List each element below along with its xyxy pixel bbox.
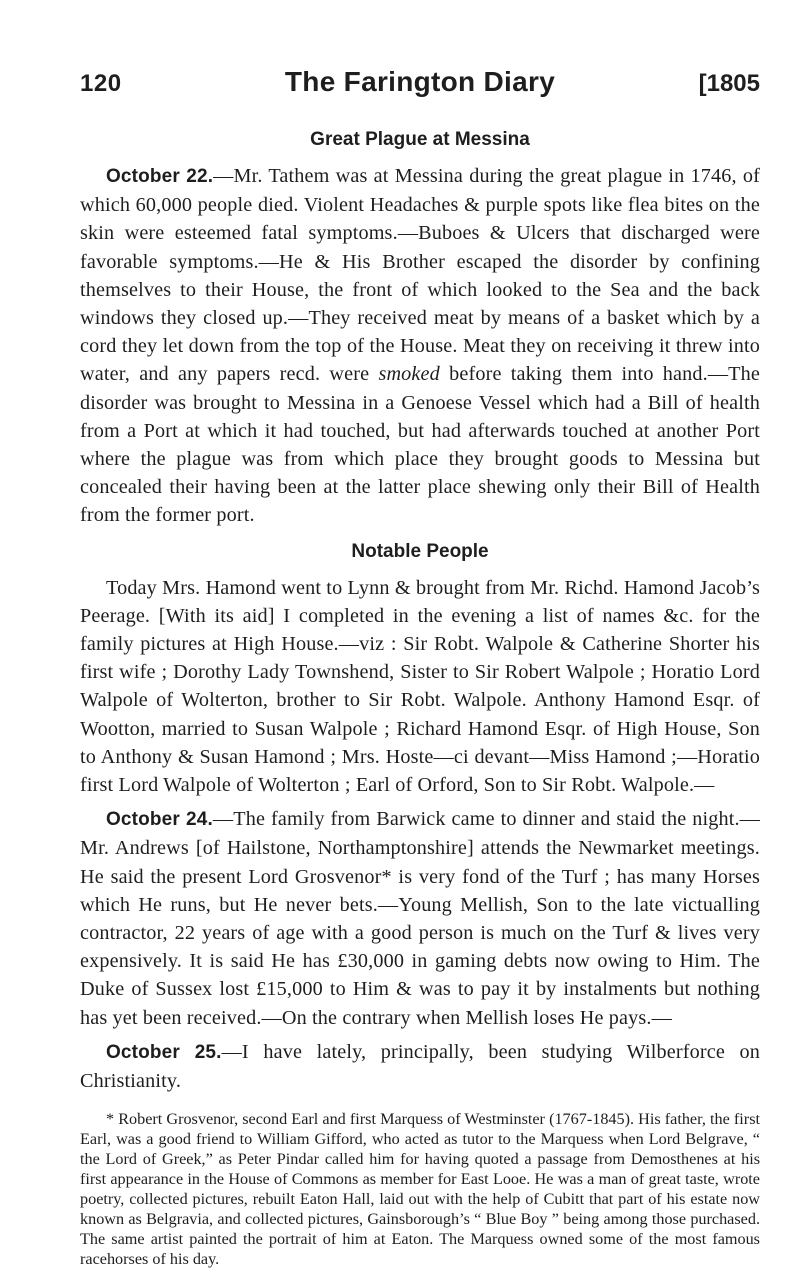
emphasized-word: smoked — [378, 363, 440, 386]
entry-date: October 25. — [106, 1041, 222, 1063]
running-head — [80, 62, 760, 118]
paragraph-october-24 — [80, 805, 760, 1032]
paragraph-text: before taking them into hand.—The disorder was brought to Messina in a Genoese Vessel which had a Bill of health from a Port at which it had touched, but had afterwards touched at another Port where the plague was from which place they brought goods to Messina but concealed their having been at the latter place shewing only their Bill of Health from the former port. — [80, 363, 760, 527]
book-title: The Farington Diary — [284, 66, 556, 97]
paragraph-october-22 — [80, 162, 760, 530]
paragraph-notable-people — [80, 574, 760, 800]
paragraph-text: —Mr. Tathem was at Messina during the great plague in 1746, of which 60,000 people died. Violent Headaches & purple spots like flea bites on the skin were esteemed fatal symptoms.—Buboes & Ulcers that discharged were favorable symptoms.—He & His Brother escaped the disorder by confining themselves to their House, the front of which looked to the Sea and the back windows they closed up.—They received meat by means of a basket which by a cord they let down from the top of the House. Meat they on receiving it threw into water, and any papers recd. were — [80, 165, 760, 386]
section-heading-notable-people: Notable People — [351, 540, 489, 562]
paragraph-text: —I have lately, principally, been studying Wilberforce on Christianity. — [80, 1040, 760, 1093]
page-number: 120 — [80, 70, 122, 97]
entry-date: October 22. — [106, 166, 214, 187]
section-heading-plague: Great Plague at Messina — [310, 129, 530, 150]
footnote: * Robert Grosvenor, second Earl and first Marquess of Westminster (1767-1845). His father, the first Earl, was a good friend to William Gifford, who acted as tutor to the Marquess when Lord Belgrave, “ the Lord of Greek,” as Peter Pindar called him for having quoted a passage from Demosthenes at his first appearance in the House of Commons as member for East Looe. He was a man of great taste, wrote poetry, collected pictures, rebuilt Eaton Hall, laid out with the help of Cubitt that part of his estate now known as Belgravia, and collected pictures, Gainsborough’s “ Blue Boy ” being among those purchased. The same artist painted the portrait of him at Eaton. The Marquess owned some of the most famous racehorses of his day. — [80, 1110, 760, 1269]
running-year: [1805 — [698, 70, 760, 97]
paragraph-text: —The family from Barwick came to dinner and staid the night.—Mr. Andrews [of Hailstone, Northamptonshire] attends the Newmarket meetings. He said the present Lord Grosvenor* is very fond of the Turf ; has many Horses which He runs, but He never bets.—Young Mellish, Son to the late victualling contractor, 22 years of age with a good person is much on the Turf & lives very expensively. It is said He has £30,000 in gaming debts now owing to Him. The Duke of Sussex lost £15,000 to Him & was to pay it by instalments but nothing has yet been received.—On the contrary when Mellish loses He pays.— — [80, 808, 760, 1029]
paragraph-text: Today Mrs. Hamond went to Lynn & brought from Mr. Richd. Hamond Jacob’s Peerage. [With its aid] I completed in the evening a list of names &c. for the family pictures at High House.—viz : Sir Robt. Walpole & Catherine Shorter his first wife ; Dorothy Lady Townshend, Sister to Sir Robert Walpole ; Horatio Lord Walpole of Wolterton, brother to Sir Robt. Walpole. Anthony Hamond Esqr. of Wootton, married to Susan Walpole ; Richard Hamond Esqr. of High House, Son to Anthony & Susan Hamond ; Mrs. Hoste—ci devant—Miss Hamond ;—Horatio first Lord Walpole of Wolterton ; Earl of Orford, Son to Sir Robt. Walpole.— — [80, 576, 760, 797]
paragraph-october-25 — [80, 1038, 760, 1095]
body-text — [80, 118, 760, 1269]
entry-date: October 24. — [106, 809, 213, 831]
